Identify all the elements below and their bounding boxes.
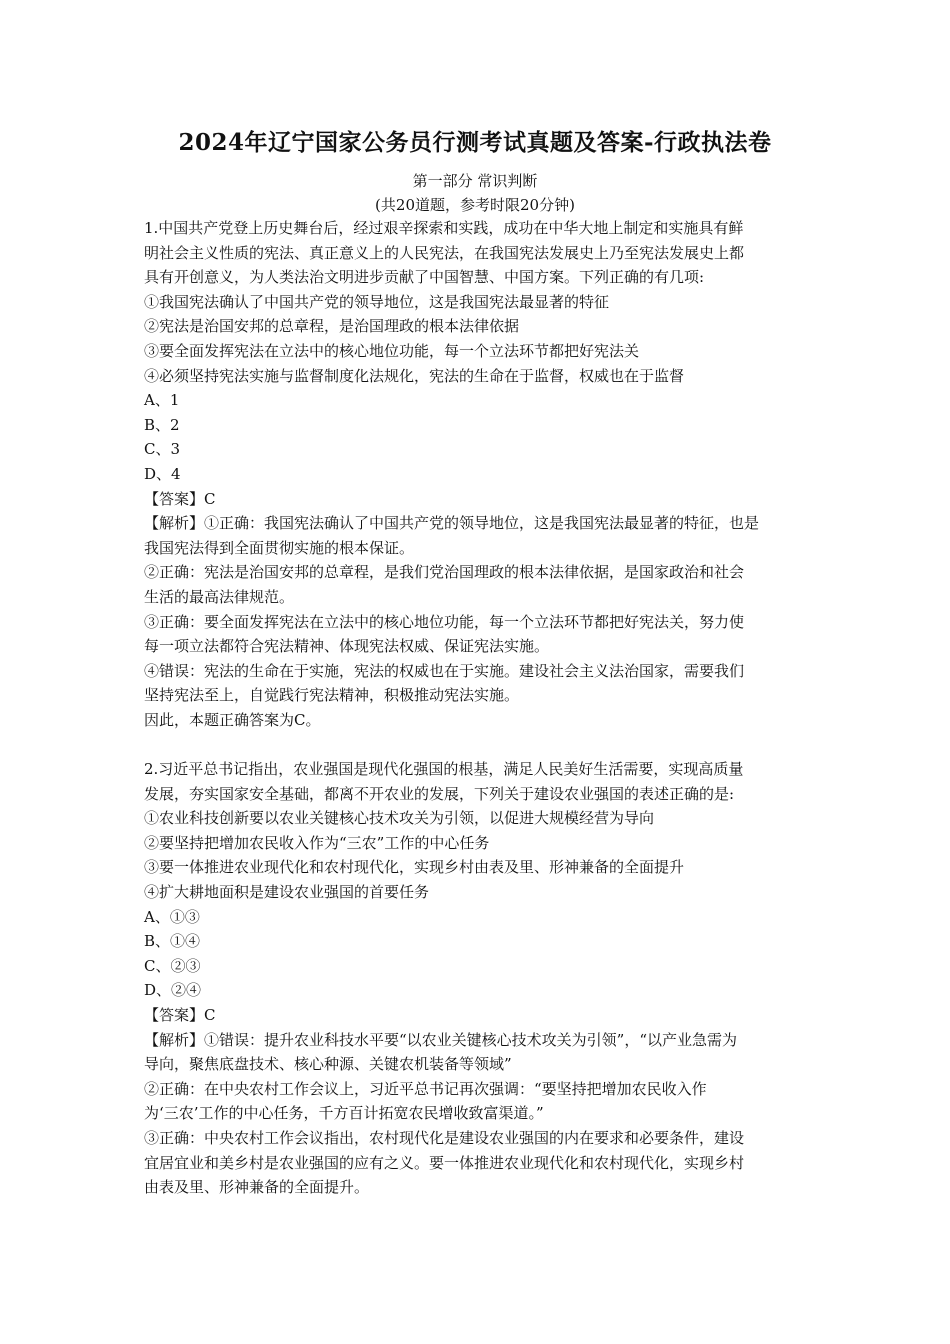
answer-line: 【答案】C xyxy=(144,1006,216,1024)
statement-line: ④必须坚持宪法实施与监督制度化法规化，宪法的生命在于监督，权威也在于监督 xyxy=(144,366,685,385)
option-a: A、①③ xyxy=(144,907,200,926)
answer-line: 【答案】C xyxy=(144,489,216,508)
analysis-line: 生活的最高法律规范。 xyxy=(144,587,295,606)
analysis-line: ②正确：宪法是治国安邦的总章程，是我们党治国理政的根本法律依据，是国家政治和社会 xyxy=(144,563,745,582)
option-d: D、②④ xyxy=(144,981,202,1000)
question-stem-line: 2.习近平总书记指出，农业强国是现代化强国的根基，满足人民美好生活需要，实现高质量 xyxy=(144,760,744,779)
analysis-line: 我国宪法得到全面贯彻实施的根本保证。 xyxy=(144,538,415,557)
question-stem-line: 发展，夯实国家安全基础，都离不开农业的发展，下列关于建设农业强国的表述正确的是: xyxy=(144,784,735,803)
section-heading: 第一部分 常识判断 xyxy=(412,172,538,190)
option-b: B、2 xyxy=(144,415,180,434)
statement-line: ②要坚持把增加农民收入作为“三农”工作的中心任务 xyxy=(144,833,490,852)
document-body xyxy=(144,216,814,1200)
option-c: C、②③ xyxy=(144,956,201,975)
analysis-line: 导向，聚焦底盘技术、核心种源、关键农机装备等领域” xyxy=(144,1055,512,1074)
analysis-line: 每一项立法都符合宪法精神、体现宪法权威、保证宪法实施。 xyxy=(144,637,550,656)
question-stem-line: 1.中国共产党登上历史舞台后，经过艰辛探索和实践，成功在中华大地上制定和实施具有鲜 xyxy=(144,219,744,237)
analysis-line: 因此，本题正确答案为C。 xyxy=(144,710,321,729)
question-2 xyxy=(144,757,814,1200)
analysis-line: ④错误：宪法的生命在于实施，宪法的权威也在于实施。建设社会主义法治国家，需要我们 xyxy=(144,661,745,680)
analysis-line: 为‘三农’工作的中心任务，千方百计拓宽农民增收致富渠道。” xyxy=(144,1104,544,1123)
statement-line: ③要一体推进农业现代化和农村现代化，实现乡村由表及里、形神兼备的全面提升 xyxy=(144,858,685,877)
section-subnote: (共20道题，参考时限20分钟) xyxy=(375,196,575,214)
statement-line: ①农业科技创新要以农业关键核心技术攻关为引领，以促进大规模经营为导向 xyxy=(144,809,655,828)
statement-line: ②宪法是治国安邦的总章程，是治国理政的根本法律依据 xyxy=(144,317,520,336)
option-a: A、1 xyxy=(144,391,180,410)
analysis-line: 宜居宜业和美乡村是农业强国的应有之义。要一体推进农业现代化和农村现代化，实现乡村 xyxy=(144,1153,745,1172)
option-c: C、3 xyxy=(144,440,181,459)
statement-line: ④扩大耕地面积是建设农业强国的首要任务 xyxy=(144,883,430,902)
analysis-line: ③正确：中央农村工作会议指出，农村现代化是建设农业强国的内在要求和必要条件，建设 xyxy=(144,1128,745,1147)
question-spacer xyxy=(144,732,814,757)
analysis-line: 由表及里、形神兼备的全面提升。 xyxy=(144,1178,370,1197)
statement-line: ③要全面发挥宪法在立法中的核心地位功能，每一个立法环节都把好宪法关 xyxy=(144,341,640,360)
analysis-line: 【解析】①正确：我国宪法确认了中国共产党的领导地位，这是我国宪法最显著的特征，也是 xyxy=(144,514,760,533)
question-stem-line: 明社会主义性质的宪法、真正意义上的人民宪法，在我国宪法发展史上乃至宪法发展史上都 xyxy=(144,243,745,262)
statement-line: ①我国宪法确认了中国共产党的领导地位，这是我国宪法最显著的特征 xyxy=(144,292,610,311)
question-1 xyxy=(144,216,814,732)
document-title: 2024年辽宁国家公务员行测考试真题及答案-行政执法卷 xyxy=(178,129,772,156)
analysis-line: ②正确：在中央农村工作会议上，习近平总书记再次强调：“要坚持把增加农民收入作 xyxy=(144,1079,707,1098)
question-stem-line: 具有开创意义，为人类法治文明进步贡献了中国智慧、中国方案。下列正确的有几项: xyxy=(144,268,705,287)
option-d: D、4 xyxy=(144,464,181,483)
analysis-line: 【解析】①错误：提升农业科技水平要“以农业关键核心技术攻关为引领”，“以产业急需为 xyxy=(144,1030,738,1049)
analysis-line: 坚持宪法至上，自觉践行宪法精神，积极推动宪法实施。 xyxy=(144,686,520,705)
analysis-line: ③正确：要全面发挥宪法在立法中的核心地位功能，每一个立法环节都把好宪法关，努力使 xyxy=(144,612,745,631)
option-b: B、①④ xyxy=(144,932,201,951)
